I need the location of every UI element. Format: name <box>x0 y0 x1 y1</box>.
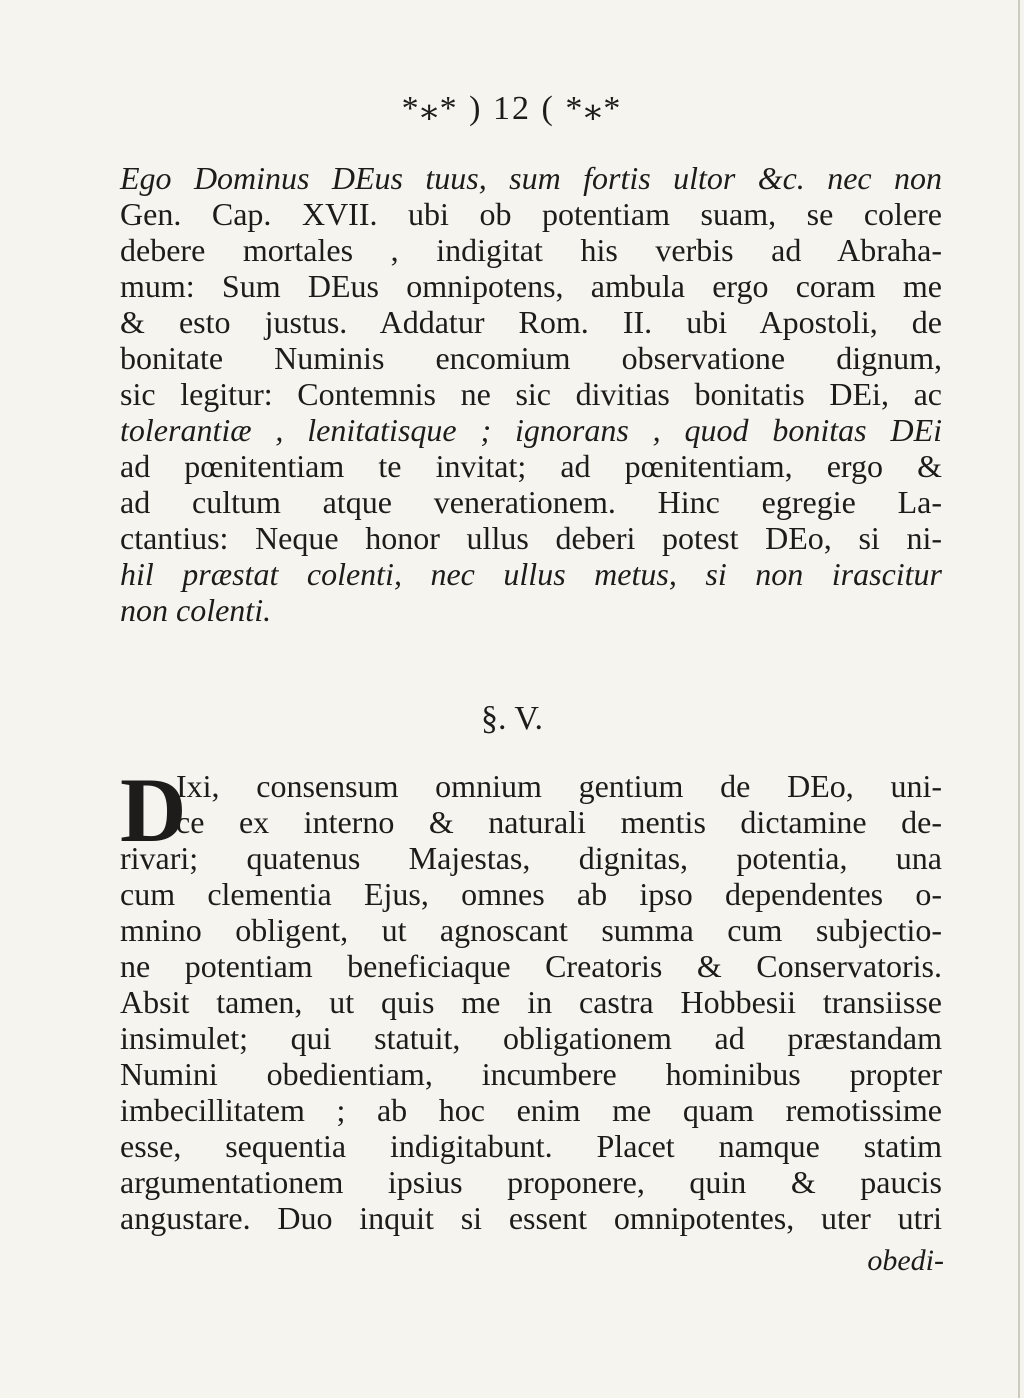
text-line: ctantius: Neque honor ullus deberi potest DEo, si ni- <box>120 520 942 556</box>
text-line: ad pœnitentiam te invitat; ad pœnitentiam, ergo & <box>120 448 942 484</box>
text-line: Gen. Cap. XVII. ubi ob potentiam suam, se colere <box>120 196 942 232</box>
catchword: obedi- <box>867 1244 944 1277</box>
text-line: imbecillitatem ; ab hoc enim me quam remotissime <box>120 1092 942 1128</box>
text-line: hil præstat colenti, nec ullus metus, si non irascitur <box>120 556 942 592</box>
text-line: non colenti. <box>120 592 272 628</box>
text-line: bonitate Numinis encomium observatione dignum, <box>120 340 942 376</box>
text-line: Absit tamen, ut quis me in castra Hobbesii transiisse <box>120 984 942 1020</box>
text-line: mnino obligent, ut agnoscant summa cum subjectio- <box>120 912 942 948</box>
page-edge <box>1018 0 1020 1398</box>
text-line: sic legitur: Contemnis ne sic divitias bonitatis DEi, ac <box>120 376 942 412</box>
text-line: debere mortales , indigitat his verbis ad Abraha- <box>120 232 942 268</box>
paragraph-2 <box>120 759 942 1236</box>
text-line: ce ex interno & naturali mentis dictamine de- <box>176 804 942 840</box>
text-line: mum: Sum DEus omnipotens, ambula ergo coram me <box>120 268 942 304</box>
page-header: *⁎* ) 12 ( *⁎* <box>401 90 623 127</box>
paragraph-1 <box>120 160 942 628</box>
text-line: cum clementia Ejus, omnes ab ipso dependentes o- <box>120 876 942 912</box>
text-line: Numini obedientiam, incumbere hominibus propter <box>120 1056 942 1092</box>
text-line: ne potentiam beneficiaque Creatoris & Conservatoris. <box>120 948 942 984</box>
drop-cap: D <box>120 759 187 861</box>
text-line: insimulet; qui statuit, obligationem ad præstandam <box>120 1020 942 1056</box>
section-heading: §. V. <box>480 700 544 737</box>
text-line: tolerantiæ , lenitatisque ; ignorans , quod bonitas DEi <box>120 412 942 448</box>
text-line: ad cultum atque venerationem. Hinc egregie La- <box>120 484 942 520</box>
text-line: rivari; quatenus Majestas, dignitas, potentia, una <box>120 840 942 876</box>
text-line: Ixi, consensum omnium gentium de DEo, uni- <box>176 768 942 804</box>
text-line: & esto justus. Addatur Rom. II. ubi Apostoli, de <box>120 304 942 340</box>
text-line: esse, sequentia indigitabunt. Placet namque statim <box>120 1128 942 1164</box>
text-line: angustare. Duo inquit si essent omnipotentes, uter utri <box>120 1200 942 1236</box>
text-line: argumentationem ipsius proponere, quin & paucis <box>120 1164 942 1200</box>
text-line: Ego Dominus DEus tuus, sum fortis ultor &c. nec non <box>120 160 942 196</box>
